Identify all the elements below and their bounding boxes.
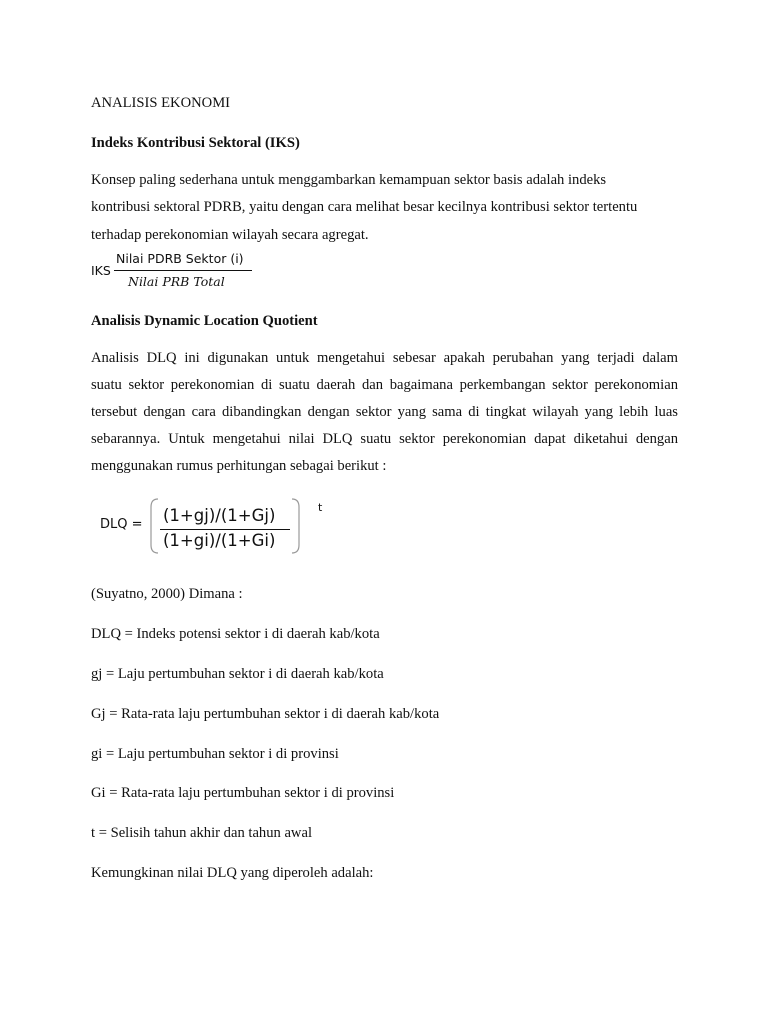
iks-fraction-bar: [114, 270, 252, 271]
dlq-paragraph-line: tersebut dengan cara dibandingkan dengan sektor yang sama di tingkat wilayah yang lebih luas: [91, 404, 678, 420]
document-heading: ANALISIS EKONOMI: [91, 95, 231, 111]
iks-paragraph-line: Konsep paling sederhana untuk menggambarkan kemampuan sektor basis adalah indeks: [91, 172, 607, 188]
dlq-section-title: Analisis Dynamic Location Quotient: [91, 313, 318, 329]
dlq-source-line: (Suyatno, 2000) Dimana :: [91, 586, 243, 602]
dlq-formula-numerator: (1+gj)/(1+Gj): [163, 506, 276, 525]
dlq-formula-denominator: (1+gi)/(1+Gi): [163, 531, 276, 550]
definition-gi: gi = Laju pertumbuhan sektor i di provinsi: [91, 746, 339, 762]
dlq-fraction-bar: [160, 529, 290, 530]
dlq-paragraph-line: suatu sektor perekonomian di suatu daerah dan bagaimana perkembangan sektor perekonomian: [91, 377, 678, 393]
dlq-formula-label: DLQ =: [100, 517, 143, 532]
definition-gj: gj = Laju pertumbuhan sektor i di daerah kab/kota: [91, 666, 384, 682]
definition-Gi: Gi = Rata-rata laju pertumbuhan sektor i di provinsi: [91, 785, 395, 801]
iks-formula-numerator: Nilai PDRB Sektor (i): [116, 251, 244, 266]
dlq-paragraph-line: menggunakan rumus perhitungan sebagai berikut :: [91, 458, 387, 474]
definition-Gj: Gj = Rata-rata laju pertumbuhan sektor i di daerah kab/kota: [91, 706, 440, 722]
dlq-paragraph-line: Analisis DLQ ini digunakan untuk mengetahui sebesar apakah perubahan yang terjadi dalam: [91, 350, 678, 366]
dlq-closing-line: Kemungkinan nilai DLQ yang diperoleh adalah:: [91, 865, 374, 881]
iks-paragraph-line: terhadap perekonomian wilayah secara agregat.: [91, 227, 369, 243]
dlq-paragraph-line: sebarannya. Untuk mengetahui nilai DLQ suatu sektor perekonomian dapat diketahui dengan: [91, 431, 678, 447]
iks-paragraph-line: kontribusi sektoral PDRB, yaitu dengan cara melihat besar kecilnya kontribusi sektor tertentu: [91, 199, 638, 215]
iks-formula-denominator: Nilai PRB Total: [128, 274, 225, 289]
iks-section-title: Indeks Kontribusi Sektoral (IKS): [91, 135, 300, 151]
definition-t: t = Selisih tahun akhir dan tahun awal: [91, 825, 313, 841]
iks-formula-label: IKS: [91, 263, 111, 278]
definition-dlq: DLQ = Indeks potensi sektor i di daerah kab/kota: [91, 626, 380, 642]
dlq-formula-exponent: t: [318, 501, 323, 514]
